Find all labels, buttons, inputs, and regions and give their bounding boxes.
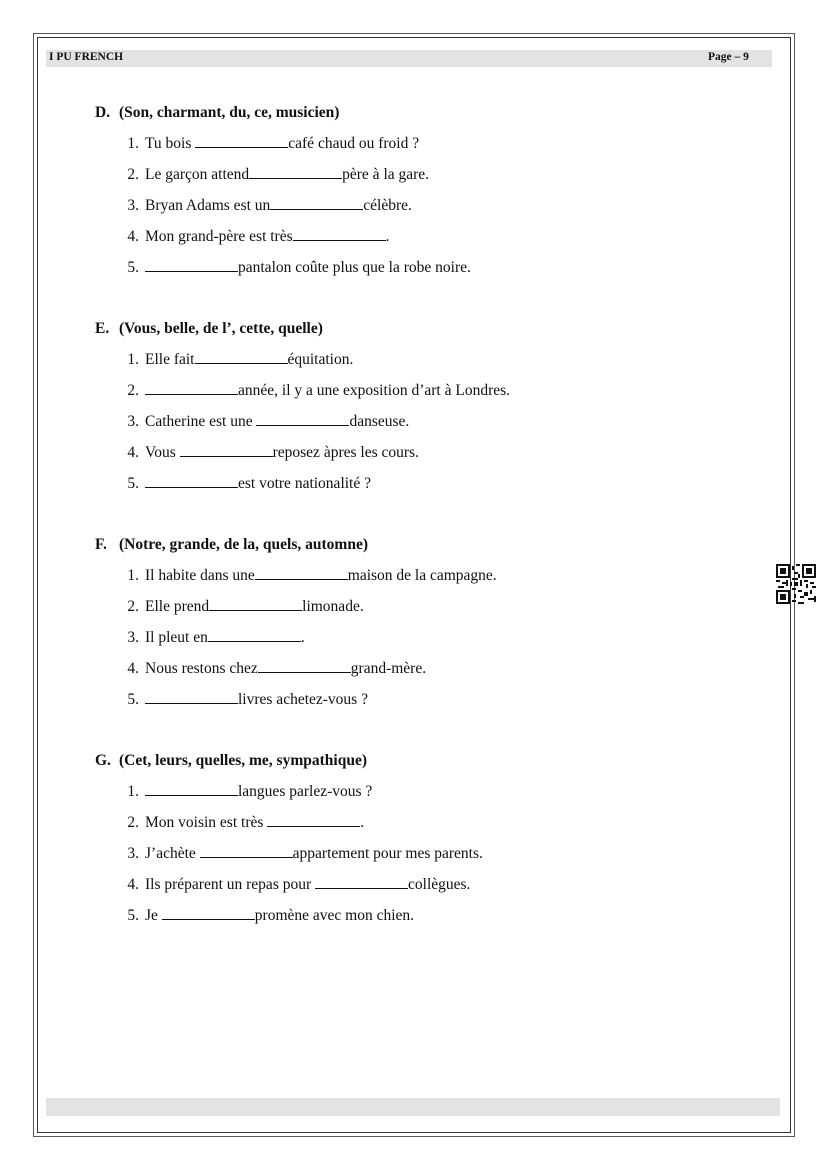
- item-text-after: maison de la campagne.: [347, 567, 497, 584]
- answer-blank[interactable]: [195, 133, 288, 148]
- answer-blank[interactable]: [293, 226, 386, 241]
- section-heading: [95, 750, 755, 772]
- word-bank: (Son, charmant, du, ce, musicien): [119, 104, 340, 121]
- item-number: 5.: [127, 475, 139, 492]
- item-number: 3.: [127, 197, 139, 214]
- answer-blank[interactable]: [258, 658, 351, 673]
- exercise-item: [95, 874, 755, 905]
- exercise-item: [95, 442, 755, 473]
- item-text-after: café chaud ou froid ?: [288, 135, 420, 152]
- section-e: [95, 318, 755, 504]
- course-title: I PU FRENCH: [49, 51, 124, 63]
- exercise-item: [95, 843, 755, 874]
- exercise-item: [95, 689, 755, 720]
- exercise-item: [95, 349, 755, 380]
- item-text-before: Nous restons chez: [145, 660, 258, 677]
- item-text-before: Je: [145, 907, 162, 924]
- answer-blank[interactable]: [145, 380, 238, 395]
- item-text-after: langues parlez-vous ?: [238, 783, 373, 800]
- exercise-item: [95, 596, 755, 627]
- exercise-item: [95, 226, 755, 257]
- answer-blank[interactable]: [180, 442, 273, 457]
- answer-blank[interactable]: [209, 596, 302, 611]
- section-heading: [95, 318, 755, 340]
- exercise-content: [95, 102, 755, 966]
- item-text-before: Elle prend: [145, 598, 210, 615]
- section-g: [95, 750, 755, 936]
- item-text-after: pantalon coûte plus que la robe noire.: [238, 259, 471, 276]
- item-number: 5.: [127, 907, 139, 924]
- exercise-item: [95, 781, 755, 812]
- exercise-item: [95, 164, 755, 195]
- item-text-after: livres achetez-vous ?: [238, 691, 368, 708]
- item-text-before: Vous: [145, 444, 180, 461]
- section-f: [95, 534, 755, 720]
- item-text-after: limonade.: [302, 598, 364, 615]
- section-letter: G.: [95, 752, 111, 769]
- exercise-item: [95, 812, 755, 843]
- section-letter: D.: [95, 104, 111, 121]
- item-number: 2.: [127, 166, 139, 183]
- answer-blank[interactable]: [270, 195, 363, 210]
- answer-blank[interactable]: [145, 689, 238, 704]
- item-text-before: Il habite dans une: [145, 567, 255, 584]
- item-text-before: Mon voisin est très: [145, 814, 268, 831]
- exercise-item: [95, 133, 755, 164]
- answer-blank[interactable]: [256, 411, 349, 426]
- item-number: 2.: [127, 382, 139, 399]
- exercise-item: [95, 658, 755, 689]
- answer-blank[interactable]: [145, 473, 238, 488]
- item-number: 1.: [127, 783, 139, 800]
- item-number: 5.: [127, 259, 139, 276]
- item-text-before: Le garçon attend: [145, 166, 250, 183]
- word-bank: (Notre, grande, de la, quels, automne): [119, 536, 368, 553]
- exercise-item: [95, 380, 755, 411]
- answer-blank[interactable]: [145, 781, 238, 796]
- item-text-before: Elle fait: [145, 351, 195, 368]
- exercise-item: [95, 473, 755, 504]
- item-text-before: J’achète: [145, 845, 200, 862]
- item-text-after: .: [300, 629, 305, 646]
- item-text-after: père à la gare.: [342, 166, 430, 183]
- item-number: 4.: [127, 876, 139, 893]
- footer-band: [46, 1098, 780, 1116]
- word-bank: (Vous, belle, de l’, cette, quelle): [119, 320, 323, 337]
- section-d: [95, 102, 755, 288]
- item-number: 3.: [127, 413, 139, 430]
- item-text-after: .: [385, 228, 390, 245]
- item-text-after: équitation.: [287, 351, 354, 368]
- item-number: 4.: [127, 444, 139, 461]
- header-band: [46, 50, 772, 67]
- exercise-item: [95, 565, 755, 596]
- answer-blank[interactable]: [255, 565, 348, 580]
- answer-blank[interactable]: [195, 349, 288, 364]
- item-text-after: appartement pour mes parents.: [292, 845, 483, 862]
- exercise-item: [95, 195, 755, 226]
- item-text-after: danseuse.: [349, 413, 410, 430]
- item-text-before: Bryan Adams est un: [145, 197, 271, 214]
- answer-blank[interactable]: [249, 164, 342, 179]
- item-text-after: célèbre.: [363, 197, 412, 214]
- exercise-item: [95, 411, 755, 442]
- answer-blank[interactable]: [145, 257, 238, 272]
- item-text-after: grand-mère.: [350, 660, 427, 677]
- section-heading: [95, 534, 755, 556]
- qr-code: [776, 564, 816, 604]
- answer-blank[interactable]: [200, 843, 293, 858]
- item-number: 2.: [127, 598, 139, 615]
- exercise-item: [95, 627, 755, 658]
- item-text-after: collègues.: [408, 876, 471, 893]
- item-number: 5.: [127, 691, 139, 708]
- exercise-item: [95, 257, 755, 288]
- item-number: 4.: [127, 660, 139, 677]
- section-letter: E.: [95, 320, 110, 337]
- answer-blank[interactable]: [162, 905, 255, 920]
- section-heading: [95, 102, 755, 124]
- item-text-before: Il pleut en: [145, 629, 208, 646]
- item-number: 4.: [127, 228, 139, 245]
- word-bank: (Cet, leurs, quelles, me, sympathique): [119, 752, 367, 769]
- item-text-after: reposez àpres les cours.: [272, 444, 419, 461]
- item-number: 2.: [127, 814, 139, 831]
- item-number: 1.: [127, 567, 139, 584]
- item-text-after: année, il y a une exposition d’art à Londres.: [238, 382, 511, 399]
- answer-blank[interactable]: [208, 627, 301, 642]
- section-letter: F.: [95, 536, 107, 553]
- page-number: Page – 9: [708, 51, 749, 63]
- item-text-before: Catherine est une: [145, 413, 257, 430]
- item-number: 3.: [127, 629, 139, 646]
- item-number: 1.: [127, 135, 139, 152]
- answer-blank[interactable]: [267, 812, 360, 827]
- item-text-before: Mon grand-père est très: [145, 228, 293, 245]
- exercise-item: [95, 905, 755, 936]
- item-text-before: Tu bois: [145, 135, 196, 152]
- item-text-before: Ils préparent un repas pour: [145, 876, 316, 893]
- item-number: 1.: [127, 351, 139, 368]
- item-text-after: .: [360, 814, 365, 831]
- item-number: 3.: [127, 845, 139, 862]
- item-text-after: promène avec mon chien.: [254, 907, 415, 924]
- answer-blank[interactable]: [315, 874, 408, 889]
- item-text-after: est votre nationalité ?: [238, 475, 371, 492]
